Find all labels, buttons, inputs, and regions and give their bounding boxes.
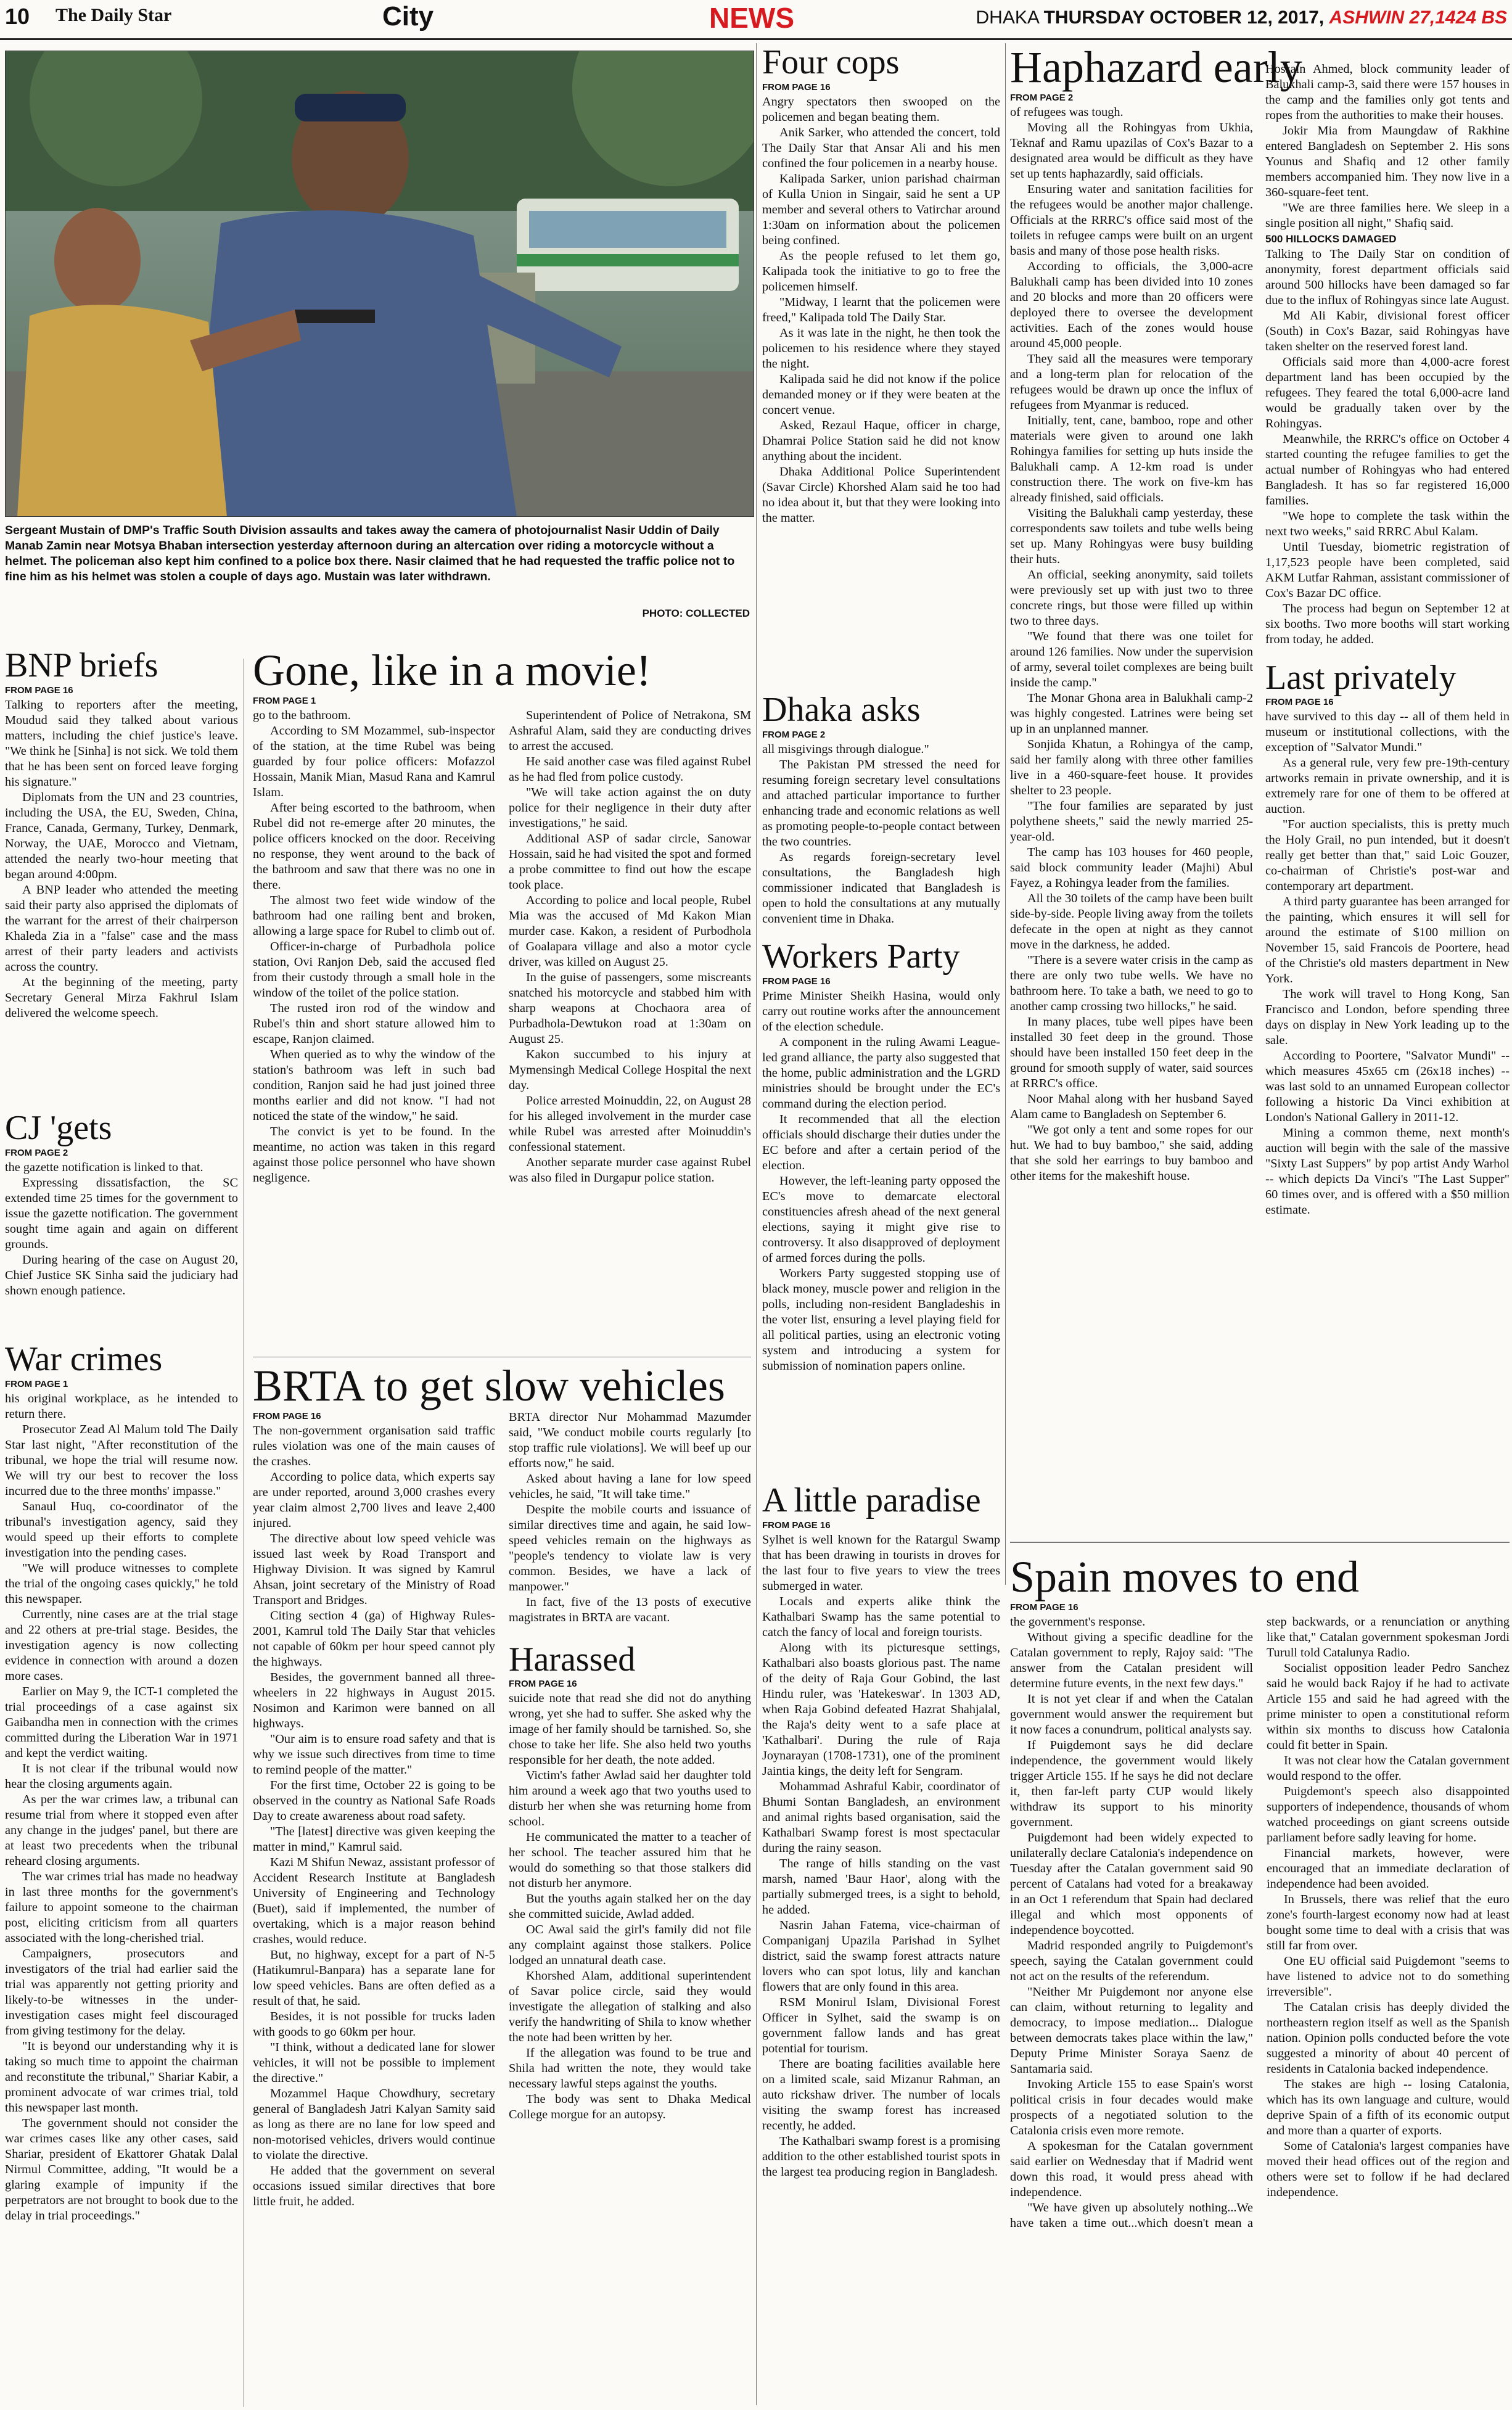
paragraph: The Kathalbari swamp forest is a promising addition to the other established tourist spots in the largest tea producing region in Bangladesh. bbox=[762, 2134, 1000, 2179]
paragraph: In fact, five of the 13 posts of executive magistrates in BRTA are vacant. bbox=[509, 1595, 751, 1624]
paragraph: Additional ASP of sadar circle, Sanowar Hossain, said he had visited the spot and formed a probe committee to find out how the escape took place. bbox=[509, 831, 751, 892]
column-rule bbox=[756, 43, 757, 2405]
from-page: FROM PAGE 1 bbox=[5, 1378, 68, 1389]
paragraph: Diplomats from the UN and 23 countries, including the USA, the EU, Sweden, China, France, Canada, Germany, Turkey, Denmark, Norway, the UAE, Morocco and Vietnam, attended the nearly two-hour meeting that began around 4:00pm. bbox=[5, 790, 238, 881]
paragraph: According to officials, the 3,000-acre Balukhali camp has been divided into 10 zones and 20 blocks and more than 20 officers were deployed there to oversee the development activities. Each of the zones would house around 45,000 people. bbox=[1010, 259, 1253, 350]
headline: Workers Party bbox=[762, 939, 960, 976]
paragraph: In Brussels, there was relief that the euro zone's fourth-largest economy now had at least bought some time to deal with a crisis that was still far from over. bbox=[1267, 1892, 1510, 1952]
paragraph: Anik Sarker, who attended the concert, told The Daily Star that Ansar Ali and his men confined the four policemen in a nearby house. bbox=[762, 125, 1000, 170]
paragraph: Mining a common theme, next month's auction will begin with the sale of the massive "Sixty Last Suppers" by pop artist Andy Warhol -- which depicts Da Vinci's "The Last Supper" 60 times over, and is offered with a $50 million estimate. bbox=[1265, 1126, 1510, 1217]
paragraph: Financial markets, however, were encouraged that an immediate declaration of independence had been avoided. bbox=[1267, 1846, 1510, 1891]
from-page: FROM PAGE 16 bbox=[762, 1520, 831, 1531]
paragraph: He communicated the matter to a teacher of her school. The teacher assured him that he would do something so that those stalkers did not disturb her anymore. bbox=[509, 1830, 751, 1891]
headline: Last privately bbox=[1265, 658, 1457, 697]
headline: CJ 'gets bbox=[5, 1110, 112, 1147]
from-page: FROM PAGE 16 bbox=[762, 81, 831, 93]
paragraph: In the guise of passengers, some miscreants snatched his motorcycle and stabbed him with sharp weapons at Chochaora area of Purbadhola-Dewtukon road at 1:30am on August 25. bbox=[509, 970, 751, 1046]
paragraph: As the people refused to let them go, Kalipada took the initiative to go to free the policemen himself. bbox=[762, 249, 1000, 294]
paragraph: "We are three families here. We sleep in a single position all night," Shafiq said. bbox=[1265, 200, 1510, 230]
story-body bbox=[253, 708, 751, 1349]
paragraph: After being escorted to the bathroom, when Rubel did not re-emerge after 20 minutes, the police officers knocked on the door. Receiving no response, they went around to the back of the bathroom and saw that there was no one in there. bbox=[253, 800, 495, 892]
story-body bbox=[1010, 1614, 1510, 2398]
paragraph: But, no highway, except for a part of N-5 (Hatikumrul-Banpara) has a separate lane for low speed vehicles. Bans are often defied as a result of that, he said. bbox=[253, 1947, 495, 2008]
photo-credit: PHOTO: COLLECTED bbox=[642, 607, 750, 619]
paragraph: Some of Catalonia's largest companies have moved their head offices out of the region and others were set to follow if he had declared independence. bbox=[1267, 2139, 1510, 2199]
story-bnp-briefs bbox=[5, 648, 238, 1116]
paragraph: "We hope to complete the task within the next two weeks," said RRRC Abul Kalam. bbox=[1265, 509, 1510, 538]
paragraph: Noor Mahal along with her husband Sayed Alam came to Bangladesh on September 6. bbox=[1010, 1092, 1253, 1121]
paragraph: "It is beyond our understanding why it is taking so much time to appoint the chairman and reconstitute the tribunal," Shariar Kabir, a prominent advocate of war crimes trial, told this newspaper last month. bbox=[5, 2039, 238, 2115]
paragraph: It is not yet clear if and when the Catalan government would answer the requirement but it now faces a conundrum, political analysts say. bbox=[1010, 1692, 1253, 1737]
paragraph: "I think, without a dedicated lane for slower vehicles, it will not be possible to implement the directive." bbox=[253, 2040, 495, 2085]
paragraph: "For auction specialists, this is pretty much the Holy Grail, no pun intended, but it doesn't really get better than that," said Loic Gouzer, co-chairman of Christie's post-war and contemporary art department. bbox=[1265, 818, 1510, 894]
story-body bbox=[762, 989, 1000, 1374]
paragraph: The stakes are high -- losing Catalonia, which has its own language and culture, would deprive Spain of a fifth of its economic output and more than a quarter of exports. bbox=[1267, 2077, 1510, 2137]
paragraph: Citing section 4 (ga) of Highway Rules-2001, Kamrul told The Daily Star that vehicles not capable of 60km per hour speed cannot ply the highways. bbox=[253, 1608, 495, 1669]
photo-caption: Sergeant Mustain of DMP's Traffic South Division assaults and takes away the camera of photojournalist Nasir Uddin of Daily Manab Zamin near Motsya Bhaban intersection yesterday afternoon during an altercation over riding a motorcycle without a helmet. The policeman also kept him confined to a police box there. Nasir claimed that he had requested the traffic police not to fine him as his helmet was stolen a couple of days ago. Mustain was later withdrawn. bbox=[5, 524, 735, 583]
paragraph: All the 30 toilets of the camp have been built side-by-side. People living away from the toilets defecate in the open at night as they cannot move in the darkness, he added. bbox=[1010, 891, 1253, 952]
paragraph: Dhaka Additional Police Superintendent (Savar Circle) Khorshed Alam said he too had no idea about it, but that they were looking into the matter. bbox=[762, 464, 1000, 525]
paragraph: Prosecutor Zead Al Malum told The Daily Star last night, "After reconstitution of the tribunal, we hope the trial will resume now. We will try our best to recover the loss incurred due to the three months' impasse." bbox=[5, 1422, 238, 1498]
paragraph: BRTA director Nur Mohammad Mazumder said, "We conduct mobile courts regularly [to stop traffic rule violations]. We will beef up our efforts now," he said. bbox=[509, 1410, 751, 1470]
paragraph: Expressing dissatisfaction, the SC extended time 25 times for the government to issue the gazette notification. The government sought time again and again on different grounds. bbox=[5, 1175, 238, 1251]
paragraph: The body was sent to Dhaka Medical College morgue for an autopsy. bbox=[509, 2092, 751, 2122]
paragraph: The camp has 103 houses for 460 people, said block community leader (Majhi) Abul Fayez, a Rohingya leader from the families. bbox=[1010, 845, 1253, 890]
headline: BRTA to get slow vehicles bbox=[253, 1363, 725, 1410]
date-city: DHAKA bbox=[976, 7, 1039, 28]
paragraph: Meanwhile, the RRRC's office on October 4 started counting the refugee families to get the actual number of Rohingyas who had entered Bangladesh. It has so far registered 16,000 families. bbox=[1265, 432, 1510, 508]
story-body bbox=[509, 1691, 751, 2123]
paragraph: Puigdemont had been widely expected to unilaterally declare Catalonia's independence on Tuesday after the Catalan government said 90 percent of Catalans had voted for a breakaway in an Oct 1 referendum that Spain had declared illegal and which most opponents of independence boycotted. bbox=[1010, 1830, 1253, 1937]
story-body bbox=[1265, 62, 1510, 648]
paragraph: Socialist opposition leader Pedro Sanchez said he would back Rajoy if he had to activate Article 155 and said he had agreed with the prime minister to open a constitutional reform within six months to discuss how Catalonia could fit better in Spain. bbox=[1267, 1661, 1510, 1752]
paragraph: According to SM Mozammel, sub-inspector of the station, at the time Rubel was being guarded by four police officers: Mofazzol Hossain, Manik Mian, Masud Rana and Kamrul Islam. bbox=[253, 723, 495, 799]
paragraph: For the first time, October 22 is going to be observed in the country as National Safe Roads Day to create awareness about road safety. bbox=[253, 1778, 495, 1823]
paragraph: Locals and experts alike think the Kathalbari Swamp has the same potential to catch the fancy of local and foreign tourists. bbox=[762, 1594, 1000, 1639]
paragraph: The range of hills standing on the vast marsh, named 'Baur Haor', along with the partially submerged trees, is a sight to behold, he added. bbox=[762, 1856, 1000, 1917]
paragraph: Victim's father Awlad said her daughter told him around a week ago that two youths used to disturb her when she was returning home from school. bbox=[509, 1769, 751, 1829]
from-page: FROM PAGE 16 bbox=[1010, 1602, 1079, 1613]
headline: Dhaka asks bbox=[762, 692, 921, 729]
story-body bbox=[5, 697, 238, 1021]
paragraph: Moving all the Rohingyas from Ukhia, Teknaf and Ramu upazilas of Cox's Bazar to a designated area would be difficult as they have set up tents haphazardly, said officials. bbox=[1010, 120, 1253, 181]
paragraph: Md Ali Kabir, divisional forest officer (South) in Cox's Bazar, said Rohingyas have taken shelter on the reserved forest land. bbox=[1265, 308, 1510, 353]
paragraph: A BNP leader who attended the meeting said their party also apprised the diplomats of the warrant for the arrest of their chairperson Khaleda Zia in a "false" case and the mass arrest of their party leaders and activists across the country. bbox=[5, 882, 238, 974]
date-main: THURSDAY OCTOBER 12, 2017, bbox=[1043, 7, 1325, 28]
story-spain-moves-to-end bbox=[1010, 1554, 1510, 2405]
paragraph: "We will take action against the on duty police for their negligence in their duty after investigations," he said. bbox=[509, 785, 751, 830]
story-body bbox=[5, 1160, 238, 1299]
paragraph: Mohammad Ashraful Kabir, coordinator of Bhumi Sontan Bangladesh, an environment and animal rights based organisation, said the Kathalbari Swamp forest is most spectacular during the rainy season. bbox=[762, 1779, 1000, 1855]
paragraph: Asked about having a lane for low speed vehicles, he said, "It will take time." bbox=[509, 1471, 751, 1501]
section-rule bbox=[1010, 1542, 1510, 1543]
story-body bbox=[509, 1410, 751, 1626]
paragraph: Earlier on May 9, the ICT-1 completed the trial proceedings of a case against six Gaibandha men in connection with the crimes committed during the Liberation War in 1971 and kept the verdict waiting. bbox=[5, 1684, 238, 1760]
paragraph: Currently, nine cases are at the trial stage and 22 others at pre-trial stage. Besides, the investigation agency is now collecting evidence in connection with around a dozen more cases. bbox=[5, 1607, 238, 1683]
story-last-privately bbox=[1265, 660, 1510, 1219]
paragraph: Mozammel Haque Chowdhury, secretary general of Bangladesh Jatri Kalyan Samity said as long as there are no lane for low speed and non-motorised vehicles, drivers would continue to violate the directive. bbox=[253, 2086, 495, 2162]
paragraph: As a general rule, very few pre-19th-century artworks remain in private ownership, and it is extremely rare for one of them to be offered at auction. bbox=[1265, 756, 1510, 816]
paragraph: When queried as to why the window of the station's bathroom was left in such bad condition, Ranjon said he had just joined three months earlier and did not know. "I had not noticed the state of the window," he said. bbox=[253, 1047, 495, 1123]
story-workers-party bbox=[762, 939, 1000, 1481]
news-label: NEWS bbox=[709, 2, 794, 34]
column-rule bbox=[1005, 43, 1006, 1585]
paragraph: Until Tuesday, biometric registration of 1,17,523 people have been completed, said AKM Lutfar Rahman, assistant commissioner of Cox's Bazar DC office. bbox=[1265, 540, 1510, 600]
paragraph: Superintendent of Police of Netrakona, SM Ashraful Alam, said they are conducting drives to arrest the accused. bbox=[509, 708, 751, 753]
paragraph: Besides, the government banned all three-wheelers in 22 highways in August 2015. Nosimon and Karimon were banned on all highways. bbox=[253, 1670, 495, 1730]
story-body bbox=[762, 742, 1000, 927]
paragraph: According to police and local people, Rubel Mia was the accused of Md Kakon Mian murder case. Kakon, a resident of Purbodhola of Goalapara village and also a motor cycle driver, was killed on August 25. bbox=[509, 893, 751, 969]
paragraph: He added that the government on several occasions issued similar directives that bore little fruit, he added. bbox=[253, 2163, 495, 2208]
paragraph: Jokir Mia from Maungdaw of Rakhine entered Bangladesh on September 2. His sons Younus and Shafiq and 12 other family members accompanied him. They now live in a 360-square-feet tent. bbox=[1265, 123, 1510, 199]
paragraph: Madrid responded angrily to Puigdemont's speech, saying the Catalan government could not act on the results of the referendum. bbox=[1010, 1938, 1253, 1983]
paragraph: In many places, tube well pipes have been installed 30 feet deep in the ground. Those should have been installed 150 feet deep in the ground for smooth supply of water, said sources at RRRC's office. bbox=[1010, 1014, 1253, 1090]
paragraph: "We found that there was one toilet for around 126 families. Now under the supervision of army, several toilet complexes are being built inside the camp." bbox=[1010, 629, 1253, 689]
headline: Four cops bbox=[762, 44, 900, 81]
story-columns bbox=[253, 1410, 751, 2396]
headline: Haphazard early bbox=[1010, 44, 1302, 92]
section-title: City bbox=[382, 1, 434, 31]
paragraph: Prime Minister Sheikh Hasina, would only carry out routine works after the announcement of the election schedule. bbox=[762, 989, 1000, 1034]
paragraph: Invoking Article 155 to ease Spain's worst political crisis in four decades would make prospects of a negotiated solution to the Catalonia crisis even more remote. bbox=[1010, 2077, 1253, 2137]
paragraph: Another separate murder case against Rubel was also filed in Durgapur police station. bbox=[509, 1155, 751, 1185]
story-dhaka-asks bbox=[762, 692, 1000, 939]
paragraph: have survived to this day -- all of them held in museum or institutional collections, with the exception of "Salvator Mundi." bbox=[1265, 710, 1510, 755]
headline: War crimes bbox=[5, 1341, 163, 1378]
paragraph: If the allegation was found to be true and Shila had written the note, they would take necessary lawful steps against the youths. bbox=[509, 2046, 751, 2091]
paragraph: "Neither Mr Puigdemont nor anyone else can claim, without returning to legality and democracy, to impose mediation... Dialogue between democrats takes place within the law," Deputy Prime Minister Soraya Saenz de Santamaria said. bbox=[1010, 1984, 1253, 2076]
paragraph: the gazette notification is linked to that. bbox=[5, 1160, 203, 1174]
paragraph: Besides, it is not possible for trucks laden with goods to go 60km per hour. bbox=[253, 2009, 495, 2039]
paragraph: The almost two feet wide window of the bathroom had one railing bent and broken, allowing a large space for Rubel to climb out of. bbox=[253, 893, 495, 938]
paragraph: The Pakistan PM stressed the need for resuming foreign secretary level consultations and attached particular importance to further enhancing trade and economic relations as well as promoting people-to-people contact between the two countries. bbox=[762, 757, 1000, 849]
story-brta-slow-vehicles bbox=[253, 1363, 751, 2405]
story-a-little-paradise bbox=[762, 1483, 1000, 2405]
paragraph: Nasrin Jahan Fatema, vice-chairman of Companiganj Upazila Parishad in Sylhet district, said the swamp forest attracts nature lovers who can spot lotus, lily and kanchan flowers that are only found in this area. bbox=[762, 1918, 1000, 1994]
paragraph: Puigdemont's speech also disappointed supporters of independence, thousands of whom watched proceedings on giant screens outside parliament before sadly leaving for home. bbox=[1267, 1784, 1510, 1845]
paragraph: his original workplace, as he intended to return there. bbox=[5, 1391, 238, 1421]
story-war-crimes bbox=[5, 1341, 238, 2405]
paragraph: The convict is yet to be found. In the meantime, no action was taken in this regard against those police personnel who have shown negligence. bbox=[253, 1124, 495, 1185]
paragraph: Talking to The Daily Star on condition of anonymity, forest department officials said around 500 hillocks have been damaged so far due to the influx of Rohingyas since late August. bbox=[1265, 247, 1510, 307]
paragraph: As per the war crimes law, a tribunal can resume trial from where it stopped even after any change in the judges' panel, but there are at least two precedents when the tribunal reheard closing arguments. bbox=[5, 1792, 238, 1868]
paragraph: The Catalan crisis has deeply divided the northeastern region itself as well as the Spanish nation. Opinion polls conducted before the vote suggested a minority of about 40 percent of residents in Catalonia backed independence. bbox=[1267, 2000, 1510, 2076]
paragraph: Kakon succumbed to his injury at Mymensingh Medical College Hospital the next day. bbox=[509, 1047, 751, 1092]
paragraph: According to police data, which experts say are under reported, around 3,000 crashes every year claim almost 2,700 lives and leave 2,400 injured. bbox=[253, 1470, 495, 1530]
paragraph: The process had begun on September 12 at six booths. Two more booths will start working from today, he added. bbox=[1265, 601, 1510, 646]
story-body bbox=[253, 1423, 495, 2210]
story-column-left bbox=[1010, 91, 1253, 1184]
paragraph: According to Poortere, "Salvator Mundi" -- which measures 45x65 cm (26x18 inches) -- was last sold to an unnamed European collector following a historic Da Vinci exhibition at London's National Gallery in 2011-12. bbox=[1265, 1049, 1510, 1125]
paragraph: of refugees was tough. bbox=[1010, 105, 1124, 119]
paragraph: The directive about low speed vehicle was issued last week by Road Transport and Highway Division. It was signed by Kamrul Ahsan, joint secretary of the Ministry of Road Transport and Bridges. bbox=[253, 1531, 495, 1607]
paragraph: Initially, tent, cane, bamboo, rope and other materials were given to around one lakh Rohingya families for setting up huts inside the Balukhali camp. A 12-km road is under construction there. The work on five-km has already finished, said officials. bbox=[1010, 413, 1253, 504]
paragraph: Officials said more than 4,000-acre forest department land has been occupied by the refugees. They feared the total 6,000-acre land would be gradually taken over by the Rohingyas. bbox=[1265, 355, 1510, 430]
paragraph: But the youths again stalked her on the day she committed suicide, Awlad added. bbox=[509, 1892, 751, 1922]
paragraph: There are boating facilities available here on a limited scale, said Mizanur Rahman, an auto rickshaw driver. The number of locals visiting the swamp forest has increased recently, he added. bbox=[762, 2057, 1000, 2132]
paragraph: A third party guarantee has been arranged for the painting, which ensures it will sell for around the estimate of $100 million on November 15, said Francois de Poortere, head of the Christie's old masters department in New York. bbox=[1265, 895, 1510, 986]
paragraph: During hearing of the case on August 20, Chief Justice SK Sinha said the judiciary had shown enough patience. bbox=[5, 1252, 238, 1298]
paragraph: Sonjida Khatun, a Rohingya of the camp, said her family along with three other families live in a 460-square-feet house. It provides shelter to 23 people. bbox=[1010, 737, 1253, 797]
issue-date bbox=[976, 7, 1507, 28]
story-body bbox=[5, 1391, 238, 2224]
paragraph: "The [latest] directive was given keeping the matter in mind," Kamrul said. bbox=[253, 1824, 495, 1854]
from-page: FROM PAGE 16 bbox=[762, 976, 831, 987]
paragraph: Sanaul Huq, co-coordinator of the tribunal's investigation agency, said they would speed up their efforts to complete investigation into the pending cases. bbox=[5, 1499, 238, 1560]
from-page: FROM PAGE 16 bbox=[5, 685, 73, 696]
story-gone-like-a-movie bbox=[253, 648, 751, 1357]
story-column-left bbox=[253, 1410, 495, 2210]
paragraph: "We will produce witnesses to complete the trial of the ongoing cases quickly," he told this newspaper. bbox=[5, 1561, 238, 1606]
paragraph: Along with its picturesque settings, Kathalbari also boasts glorious past. The name of the deity of Raja Gour Gobind, the last Hindu ruler, was 'Hatekeswar'. In 1303 AD, when Raja Gobind defeated Hazrat Shahjalal, the Raja's deity went to a safe place at 'Kathalbari'. During the rule of Raja Joynarayan (1708-1731), one of the prominent Jaintia kings, the deity left for Sengram. bbox=[762, 1640, 1000, 1778]
paragraph: A component in the ruling Awami League-led grand alliance, the party also suggested that the home, public administration and the LGRD ministries should be brought under the EC's command during the election period. bbox=[762, 1035, 1000, 1111]
paragraph: The Monar Ghona area in Balukhali camp-2 was highly congested. Latrines were being set up in an unplanned manner. bbox=[1010, 691, 1253, 736]
paragraph: The work will travel to Hong Kong, San Francisco and London, before spending three days on display in New York leading up to the sale. bbox=[1265, 987, 1510, 1048]
from-page: FROM PAGE 2 bbox=[5, 1147, 68, 1158]
paragraph: "Midway, I learnt that the policemen were freed," Kalipada told The Daily Star. bbox=[762, 295, 1000, 324]
paragraph: He said another case was filed against Rubel as he had fled from police custody. bbox=[509, 754, 751, 784]
paragraph: Kalipada said he did not know if the police demanded money or if they were beaten at the concert venue. bbox=[762, 372, 1000, 417]
paragraph: The war crimes trial has made no headway in last three months for the government's failure to appoint someone to the chairman post, eliciting criticism from all quarters associated with the long-cherished trial. bbox=[5, 1869, 238, 1945]
from-page: FROM PAGE 16 bbox=[1265, 697, 1334, 708]
story-column-right bbox=[1265, 62, 1510, 1219]
from-page: FROM PAGE 1 bbox=[253, 695, 316, 706]
story-cj-gets bbox=[5, 1110, 238, 1357]
paragraph: "The four families are separated by just polythene sheets," said the newly married 25-year-old. bbox=[1010, 799, 1253, 844]
paragraph: Campaigners, prosecutors and investigators of the trial had earlier said the trial was apparently not getting priority and likely-to-be witnesses in the under-investigation cases might feel discouraged from giving testimony for the delay. bbox=[5, 1946, 238, 2038]
paragraph: At the beginning of the meeting, party Secretary General Mirza Fakhrul Islam delivered the welcome speech. bbox=[5, 975, 238, 1020]
paragraph: Officer-in-charge of Purbadhola police station, Ovi Ranjon Deb, said the accused fled from their custody through a small hole in the window of the toilet of the police station. bbox=[253, 939, 495, 1000]
paragraph: However, the left-leaning party opposed the EC's move to demarcate electoral constituencies afresh ahead of the next general elections, saying it might give rise to controversy. It also disapproved of deployment of armed forces during the polls. bbox=[762, 1174, 1000, 1265]
paragraph: "Our aim is to ensure road safety and that is why we issue such directives from time to time to remind people of the matter." bbox=[253, 1732, 495, 1777]
story-body bbox=[762, 1532, 1000, 2180]
paragraph: One EU official said Puigdemont "seems to have listened to advice not to do something irreversible". bbox=[1267, 1954, 1510, 1999]
from-page: FROM PAGE 2 bbox=[1010, 92, 1074, 103]
paragraph: Ensuring water and sanitation facilities for the refugees would be another major challenge. Officials at the RRRC's office said most of the toilets in refugee camps were built on an urgent basis and many of those pose health risks. bbox=[1010, 182, 1253, 258]
paragraph: "There is a severe water crisis in the camp as there are only two tube wells. We have no bathroom here. To take a bath, we need to go to another camp crossing two hillocks," he said. bbox=[1010, 953, 1253, 1013]
paragraph: Talking to reporters after the meeting, Moudud said they talked about various matters, including the chief justice's leave. "We think he [Sinha] is not sick. We told them that he has been sent on forced leave forging his signature." bbox=[5, 697, 238, 789]
photo-illustration bbox=[5, 51, 754, 517]
page-number: 10 bbox=[5, 4, 30, 29]
paragraph: Kalipada Sarker, union parishad chairman of Kulla Union in Singair, said he sent a UP member and several others to Vatirchar around 1:30am on information about the policemen being confined. bbox=[762, 171, 1000, 247]
paragraph: Without giving a specific deadline for the Catalan government to reply, Rajoy said: "The answer from the Catalan president will determine future events, in the next few days." bbox=[1010, 1630, 1253, 1690]
masthead bbox=[0, 0, 1512, 40]
news-photo bbox=[5, 51, 754, 517]
paragraph: Angry spectators then swooped on the policemen and began beating them. bbox=[762, 94, 1000, 124]
paragraph: Police arrested Moinuddin, 22, on August 28 for his alleged involvement in the murder case while Rubel was arrested after Moinuddin's confessional statement. bbox=[509, 1093, 751, 1154]
paragraph: The government should not consider the war crimes cases like any other cases, said Shariar, president of Ekattorer Ghatak Dalal Nirmul Committee, adding, "It would be a glaring example of impunity if the perpetrators are not brought to book due to the delay in trial proceedings." bbox=[5, 2116, 238, 2223]
paragraph: OC Awal said the girl's family did not file any complaint against those stalkers. Police lodged an unnatural death case. bbox=[509, 1923, 751, 1968]
headline: BNP briefs bbox=[5, 648, 158, 685]
paragraph: It recommended that all the election officials should discharge their duties under the EC before and after a certain period of the election. bbox=[762, 1112, 1000, 1172]
paragraph: all misgivings through dialogue." bbox=[762, 742, 929, 756]
paragraph: As it was late in the night, he then took the policemen to his residence where they stayed the night. bbox=[762, 326, 1000, 371]
paragraph: RSM Monirul Islam, Divisional Forest Officer in Sylhet, said the swamp is on government fallow lands and has great potential for tourism. bbox=[762, 1995, 1000, 2055]
paragraph: Sylhet is well known for the Ratargul Swamp that has been drawing in tourists in droves for the last four to five years to view the trees submerged in water. bbox=[762, 1532, 1000, 1593]
story-haphazard-early bbox=[1010, 44, 1510, 1537]
from-page: FROM PAGE 16 bbox=[509, 1679, 577, 1690]
paragraph: Kazi M Shifun Newaz, assistant professor of Accident Research Institute at Bangladesh University of Engineering and Technology (Buet), said if implemented, the number of overtaking, which is a major reason behind crashes, would reduce. bbox=[253, 1855, 495, 1946]
paragraph: A spokesman for the Catalan government said earlier on Wednesday that if Madrid went down this road, it would press ahead with independence. bbox=[1010, 2139, 1253, 2199]
story-harassed bbox=[509, 1642, 751, 2123]
story-four-cops bbox=[762, 44, 1000, 692]
paragraph: suicide note that read she did not do anything wrong, yet she had to suffer. She asked why the image of her family should be tarnished. So, she chose to take her life. She also held two youths responsible for her death, the note added. bbox=[509, 1692, 751, 1767]
paragraph: Workers Party suggested stopping use of black money, muscle power and religion in the polls, including non-resident Bangladeshis in the voter list, ensuring a level playing field for all political parties, using an electronic voting system and introducing a system for submission of nomination papers online. bbox=[762, 1266, 1000, 1373]
headline: Harassed bbox=[509, 1640, 636, 1679]
paragraph: It was not clear how the Catalan government would respond to the offer. bbox=[1267, 1753, 1510, 1783]
paragraph: The rusted iron rod of the window and Rubel's thin and short stature allowed him to escape, Ranjon claimed. bbox=[253, 1001, 495, 1046]
story-column-right bbox=[509, 1410, 751, 2123]
from-page: FROM PAGE 2 bbox=[762, 729, 826, 740]
headline: A little paradise bbox=[762, 1483, 981, 1520]
date-bangla: ASHWIN 27,1424 BS bbox=[1329, 7, 1507, 28]
paragraph: the government's response. bbox=[1010, 1614, 1146, 1629]
paragraph: Khorshed Alam, additional superintendent of Savar police circle, said they would investigate the allegation of stalking and also verify the handwriting of Shila to know whether the note had been written by her. bbox=[509, 1969, 751, 2045]
paragraph: "We have given up absolutely nothing...We have taken a time out...which doesn't mean a step backwards, or a renunciation or anything like that," Catalan government spokesman Jordi Turull told Catalunya Radio. bbox=[1010, 1614, 1510, 2230]
newspaper-logo: The Daily Star bbox=[55, 5, 172, 25]
paragraph: Asked, Rezaul Haque, officer in charge, Dhamrai Police Station said he did not know anything about the incident. bbox=[762, 418, 1000, 463]
story-body bbox=[1010, 105, 1253, 1184]
headline: Gone, like in a movie! bbox=[253, 648, 651, 695]
paragraph: Despite the mobile courts and issuance of similar directives time and again, he said low-speed vehicles remain on the highways as "people's tendency to violate law is very common. Besides, we have a lack of manpower." bbox=[509, 1502, 751, 1594]
headline: Spain moves to end bbox=[1010, 1554, 1359, 1602]
story-body bbox=[1265, 709, 1510, 1218]
paragraph: Visiting the Balukhali camp yesterday, these correspondents saw toilets and tube wells being set up. Many Rohingyas were busy building their huts. bbox=[1010, 506, 1253, 566]
paragraph: They said all the measures were temporary and a long-term plan for relocation of the refugees would be drawn up once the influx of refugees from Myanmar is reduced. bbox=[1010, 352, 1253, 412]
story-body bbox=[762, 94, 1000, 526]
paragraph: The non-government organisation said traffic rules violation was one of the main causes of the crashes. bbox=[253, 1423, 495, 1468]
paragraph: "We got only a tent and some ropes for our hut. We had to buy bamboo," she said, adding that she sold her earrings to buy bamboo and other items for the makeshift house. bbox=[1010, 1122, 1253, 1183]
subheading: 500 HILLOCKS DAMAGED bbox=[1265, 232, 1397, 245]
paragraph: An official, seeking anonymity, said toilets were previously set up with just two to three concrete rings, but those were filled up within two to three days. bbox=[1010, 567, 1253, 628]
paragraph: Hossain Ahmed, block community leader of Balukhali camp-3, said there were 157 houses in the camp and the families only got tents and ropes from the authorities to make their houses. bbox=[1265, 62, 1510, 122]
paragraph: go to the bathroom. bbox=[253, 708, 351, 722]
paragraph: As regards foreign-secretary level consultations, the Bangladesh high commissioner indicated that Bangladesh is open to hold the consultations at any mutually convenient time in Dhaka. bbox=[762, 850, 1000, 926]
from-page: FROM PAGE 16 bbox=[253, 1410, 321, 1421]
paragraph: If Puigdemont says he did declare independence, the government would likely trigger Article 155. If he says he did not declare it, then far-left party CUP would likely withdraw its support to his minority government. bbox=[1010, 1738, 1253, 1829]
paragraph: It is not clear if the tribunal would now hear the closing arguments again. bbox=[5, 1761, 238, 1791]
